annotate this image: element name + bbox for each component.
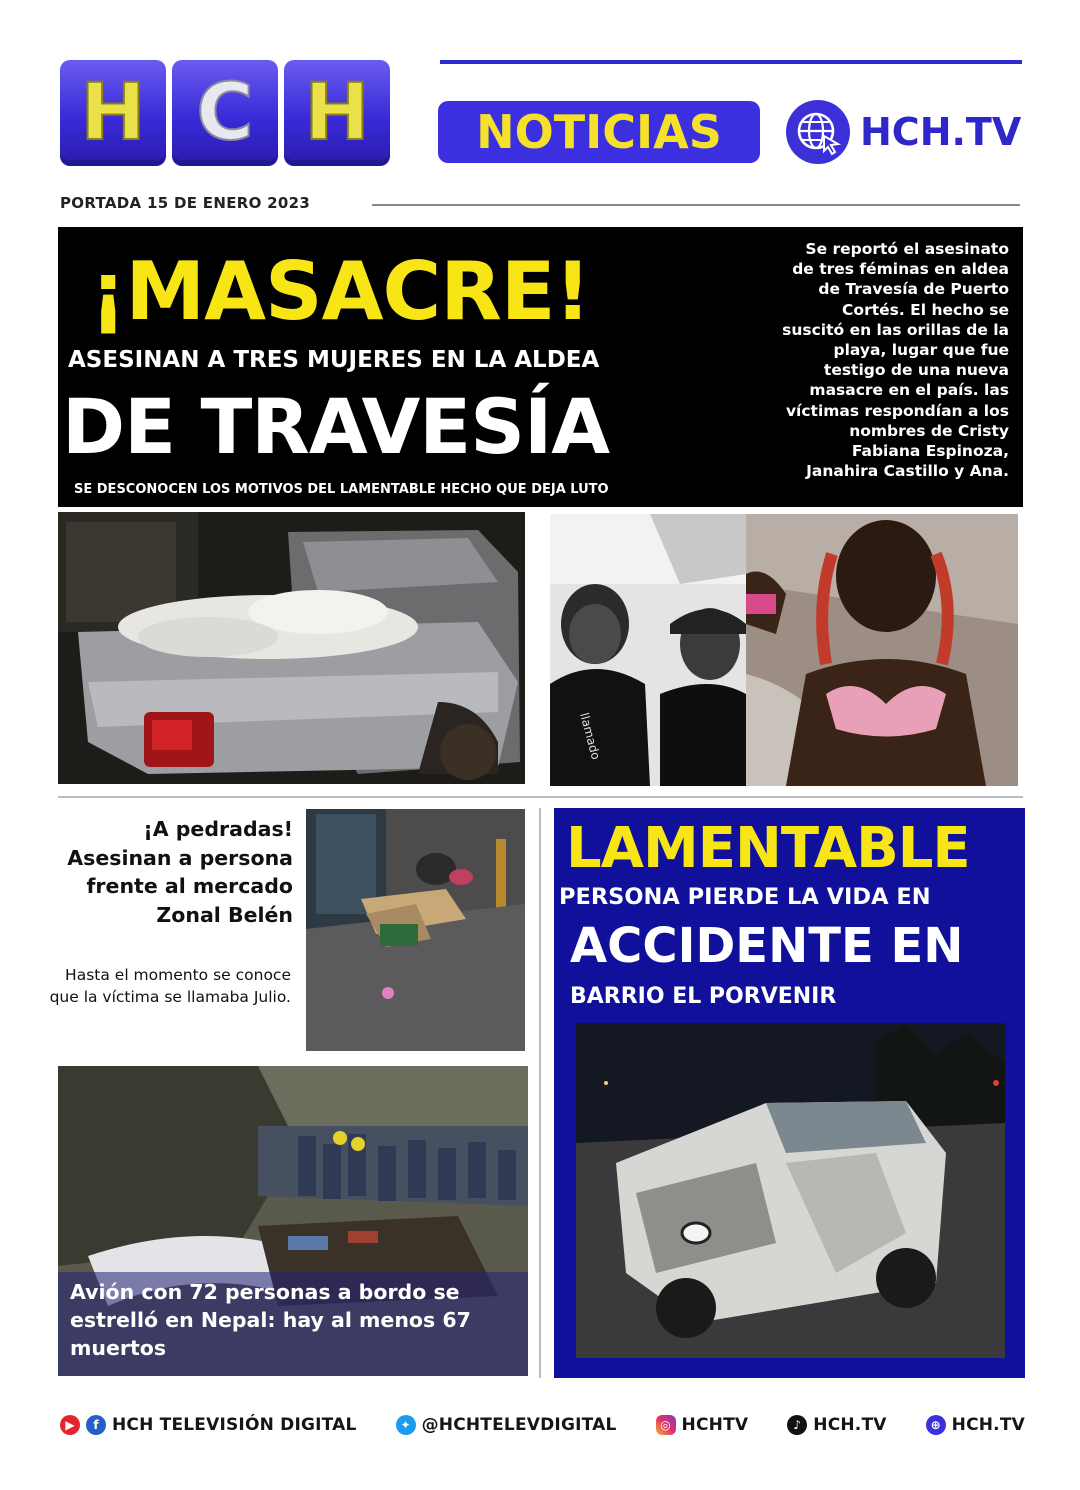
- nepal-caption[interactable]: Avión con 72 personas a bordo se estrelló en Nepal: hay al menos 67 muertos: [58, 1272, 528, 1376]
- issue-date: PORTADA 15 DE ENERO 2023: [60, 194, 311, 212]
- accident-subhead: PERSONA PIERDE LA VIDA EN: [559, 884, 931, 910]
- brief-text: Hasta el momento se conoce que la víctima se llamaba Julio.: [49, 966, 291, 1006]
- social-instagram[interactable]: ◎ HCHTV: [656, 1415, 749, 1435]
- truck-photo[interactable]: [58, 512, 525, 784]
- crashed-truck-photo[interactable]: [576, 1023, 1005, 1358]
- instagram-icon: ◎: [656, 1415, 676, 1435]
- twitter-icon: ✦: [396, 1415, 416, 1435]
- header-rule: [440, 60, 1022, 64]
- social-tiktok[interactable]: ♪ HCH.TV: [787, 1415, 886, 1435]
- victims-photo-group[interactable]: [550, 514, 746, 786]
- market-scene-photo[interactable]: [306, 809, 525, 1051]
- column-divider: [539, 808, 541, 1378]
- social-youtube-facebook[interactable]: ▶ f HCH TELEVISIÓN DIGITAL: [60, 1415, 357, 1435]
- lead-subhead: ASESINAN A TRES MUJERES EN LA ALDEA: [68, 347, 600, 373]
- section-divider: [58, 796, 1023, 798]
- social-footer: [60, 1410, 1025, 1440]
- logo-tile-h1: H: [60, 60, 166, 166]
- facebook-icon: f: [86, 1415, 106, 1435]
- accident-headline: ACCIDENTE EN: [570, 918, 964, 974]
- tiktok-icon: ♪: [787, 1415, 807, 1435]
- globe-icon: ⊕: [926, 1415, 946, 1435]
- date-rule: [372, 204, 1020, 206]
- youtube-icon: ▶: [60, 1415, 80, 1435]
- social-website[interactable]: ⊕ HCH.TV: [926, 1415, 1025, 1435]
- lead-kicker: ¡MASACRE!: [90, 245, 590, 338]
- website-link[interactable]: HCH.TV: [786, 100, 1021, 164]
- accident-footnote: BARRIO EL PORVENIR: [570, 984, 837, 1009]
- logo-tile-c: C: [172, 60, 278, 166]
- social-twitter[interactable]: ✦ @HCHTELEVDIGITAL: [396, 1415, 617, 1435]
- section-badge: NOTICIAS: [438, 101, 760, 163]
- brief-headline[interactable]: ¡A pedradas! Asesinan a persona frente al mercado Zonal Belén: [67, 817, 293, 927]
- victim-photo-beach[interactable]: [746, 514, 1018, 786]
- lead-footnote: SE DESCONOCEN LOS MOTIVOS DEL LAMENTABLE HECHO QUE DEJA LUTO: [74, 482, 609, 497]
- lead-summary: Se reportó el asesinato de tres féminas en aldea de Travesía de Puerto Cortés. El hecho se suscitó en las orillas de la playa, lugar que fue testigo de una nueva masacre en el país. las víctimas respondían a los nombres de Cristy Fabiana Espinoza, Janahira Castillo y Ana.: [782, 240, 1009, 481]
- globe-cursor-icon: [786, 100, 850, 164]
- logo-tile-h2: H: [284, 60, 390, 166]
- hch-logo[interactable]: [60, 60, 390, 166]
- accident-kicker: LAMENTABLE: [566, 816, 970, 881]
- lead-story-banner[interactable]: [58, 227, 1023, 507]
- svg-text:llamado: llamado: [577, 711, 604, 762]
- lead-headline: DE TRAVESÍA: [62, 382, 610, 471]
